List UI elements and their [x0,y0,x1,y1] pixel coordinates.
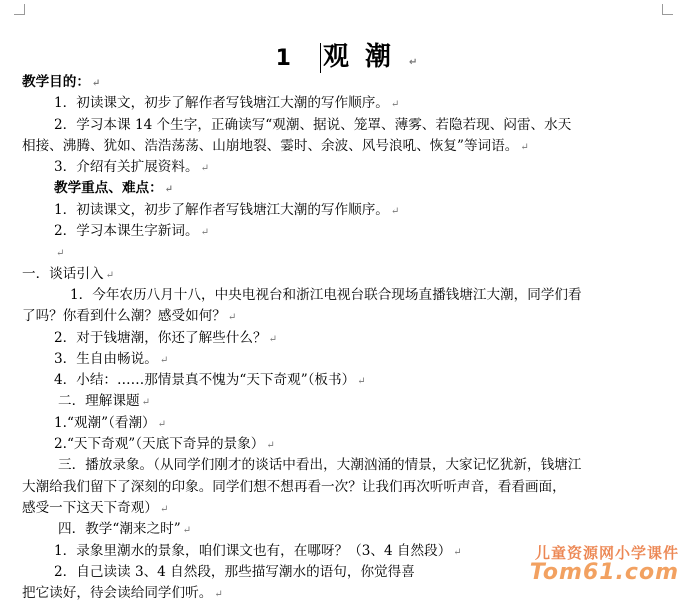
doc-line [22,178,672,199]
doc-line-text: 4．小结：……那情景真不愧为“天下奇观”（板书） [54,372,356,389]
paragraph-mark: ↵ [105,269,114,281]
doc-line [22,285,672,306]
doc-line-text: 教学重点、难点： [54,180,163,197]
doc-line-text: 大潮给我们留下了深刻的印象。同学们想不想再看一次？让我们再次听听声音，看看画面， [22,478,566,495]
paragraph-mark: ↵ [200,163,209,175]
doc-line [22,498,672,519]
doc-line [22,562,672,583]
paragraph-mark: ↵ [159,503,169,515]
page-corner-mark-left [14,4,25,15]
doc-line-text: 相接、沸腾、犹如、浩浩荡荡、山崩地裂、霎时、余波、风号浪吼、恢复”等词语。 [22,137,519,154]
doc-line [22,455,672,476]
paragraph-mark: ↵ [408,57,419,68]
doc-line-text: 2.“天下奇观”（天底下奇异的景象） [54,436,265,453]
doc-line-text: 3．生自由畅说。 [54,350,158,367]
paragraph-mark: ↵ [141,397,150,409]
paragraph-mark: ↵ [390,205,400,217]
paragraph-mark: ↵ [159,354,169,366]
doc-line [22,434,672,455]
title-text: 观潮 [322,42,407,72]
doc-line-text: 1.“观潮”（看潮） [54,414,156,431]
doc-line [22,541,672,562]
title-number: 1 [275,46,292,71]
doc-line-text: 四．教学“潮来之时” [58,521,181,538]
doc-line [22,200,672,221]
paragraph-mark: ↵ [200,227,209,239]
paragraph-mark: ↵ [390,99,400,111]
doc-line-text: 2．学习本课生字新词。 [54,223,199,240]
doc-line-text: 2．自己读读 3、4 自然段，那些描写潮水的语句，你觉得喜 [54,563,415,580]
doc-line-text: 一．谈话引入 [22,265,104,282]
doc-line-text: 把它读好，待会读给同学们听。 [22,585,213,602]
doc-line [22,583,672,604]
doc-line-text: 三．播放录象。（从同学们刚才的谈话中看出，大潮汹涌的情景，大家记忆犹新，钱塘江 [58,457,582,474]
doc-line-text: 2．对于钱塘潮，你还了解些什么？ [54,329,267,346]
doc-line [22,136,672,157]
page-corner-mark-right [662,4,673,15]
doc-line [22,519,672,540]
paragraph-mark: ↵ [157,418,167,430]
doc-line [22,477,672,498]
doc-line [22,391,672,412]
paragraph-mark: ↵ [164,184,174,196]
document-body [22,72,672,604]
paragraph-mark: ↵ [520,141,529,153]
doc-line-text: 二．理解课题 [58,393,140,410]
doc-line [22,72,672,93]
doc-line [22,413,672,434]
doc-line [22,349,672,370]
watermark-bottom: Tom61.com [529,560,679,585]
doc-line [22,115,672,136]
doc-line-text: 1．初读课文，初步了解作者写钱塘江大潮的写作顺序。 [54,95,389,112]
paragraph-mark: ↵ [268,333,277,345]
doc-line [22,264,672,285]
text-cursor [320,43,321,73]
doc-line-text: 了吗？你看到什么潮？感受如何？ [22,308,226,325]
document-title [22,36,672,72]
paragraph-mark: ↵ [266,440,275,452]
doc-line [22,370,672,391]
doc-line-text: 1．今年农历八月十八，中央电视台和浙江电视台联合现场直播钱塘江大潮，同学们看 [70,286,582,303]
doc-line-text: 2．学习本课 14 个生字，正确读写“观潮、据说、笼罩、薄雾、若隐若现、闷雷、水天 [54,116,572,133]
doc-line [22,93,672,114]
paragraph-mark: ↵ [214,589,223,601]
doc-line [22,328,672,349]
paragraph-mark: ↵ [182,525,192,537]
paragraph-mark: ↵ [91,78,101,89]
doc-line-text: 1．录象里潮水的景象，咱们课文也有，在哪呀？（3、4 自然段） [54,542,452,559]
doc-line [22,306,672,327]
doc-line [22,157,672,178]
paragraph-mark: ↵ [357,376,366,388]
paragraph-mark: ↵ [227,312,237,324]
paragraph-mark: ↵ [453,546,462,558]
doc-line [22,242,672,263]
doc-line [22,221,672,242]
paragraph-mark: ↵ [56,248,65,260]
doc-line-text: 教学目的： [22,74,90,90]
watermark-top: 儿童资源网小学课件 [534,544,679,562]
doc-line-text: 3．介绍有关扩展资料。 [54,159,199,176]
doc-line-text: 1．初读课文，初步了解作者写钱塘江大潮的写作顺序。 [54,201,389,218]
doc-line-text: 感受一下这天下奇观） [22,499,158,516]
